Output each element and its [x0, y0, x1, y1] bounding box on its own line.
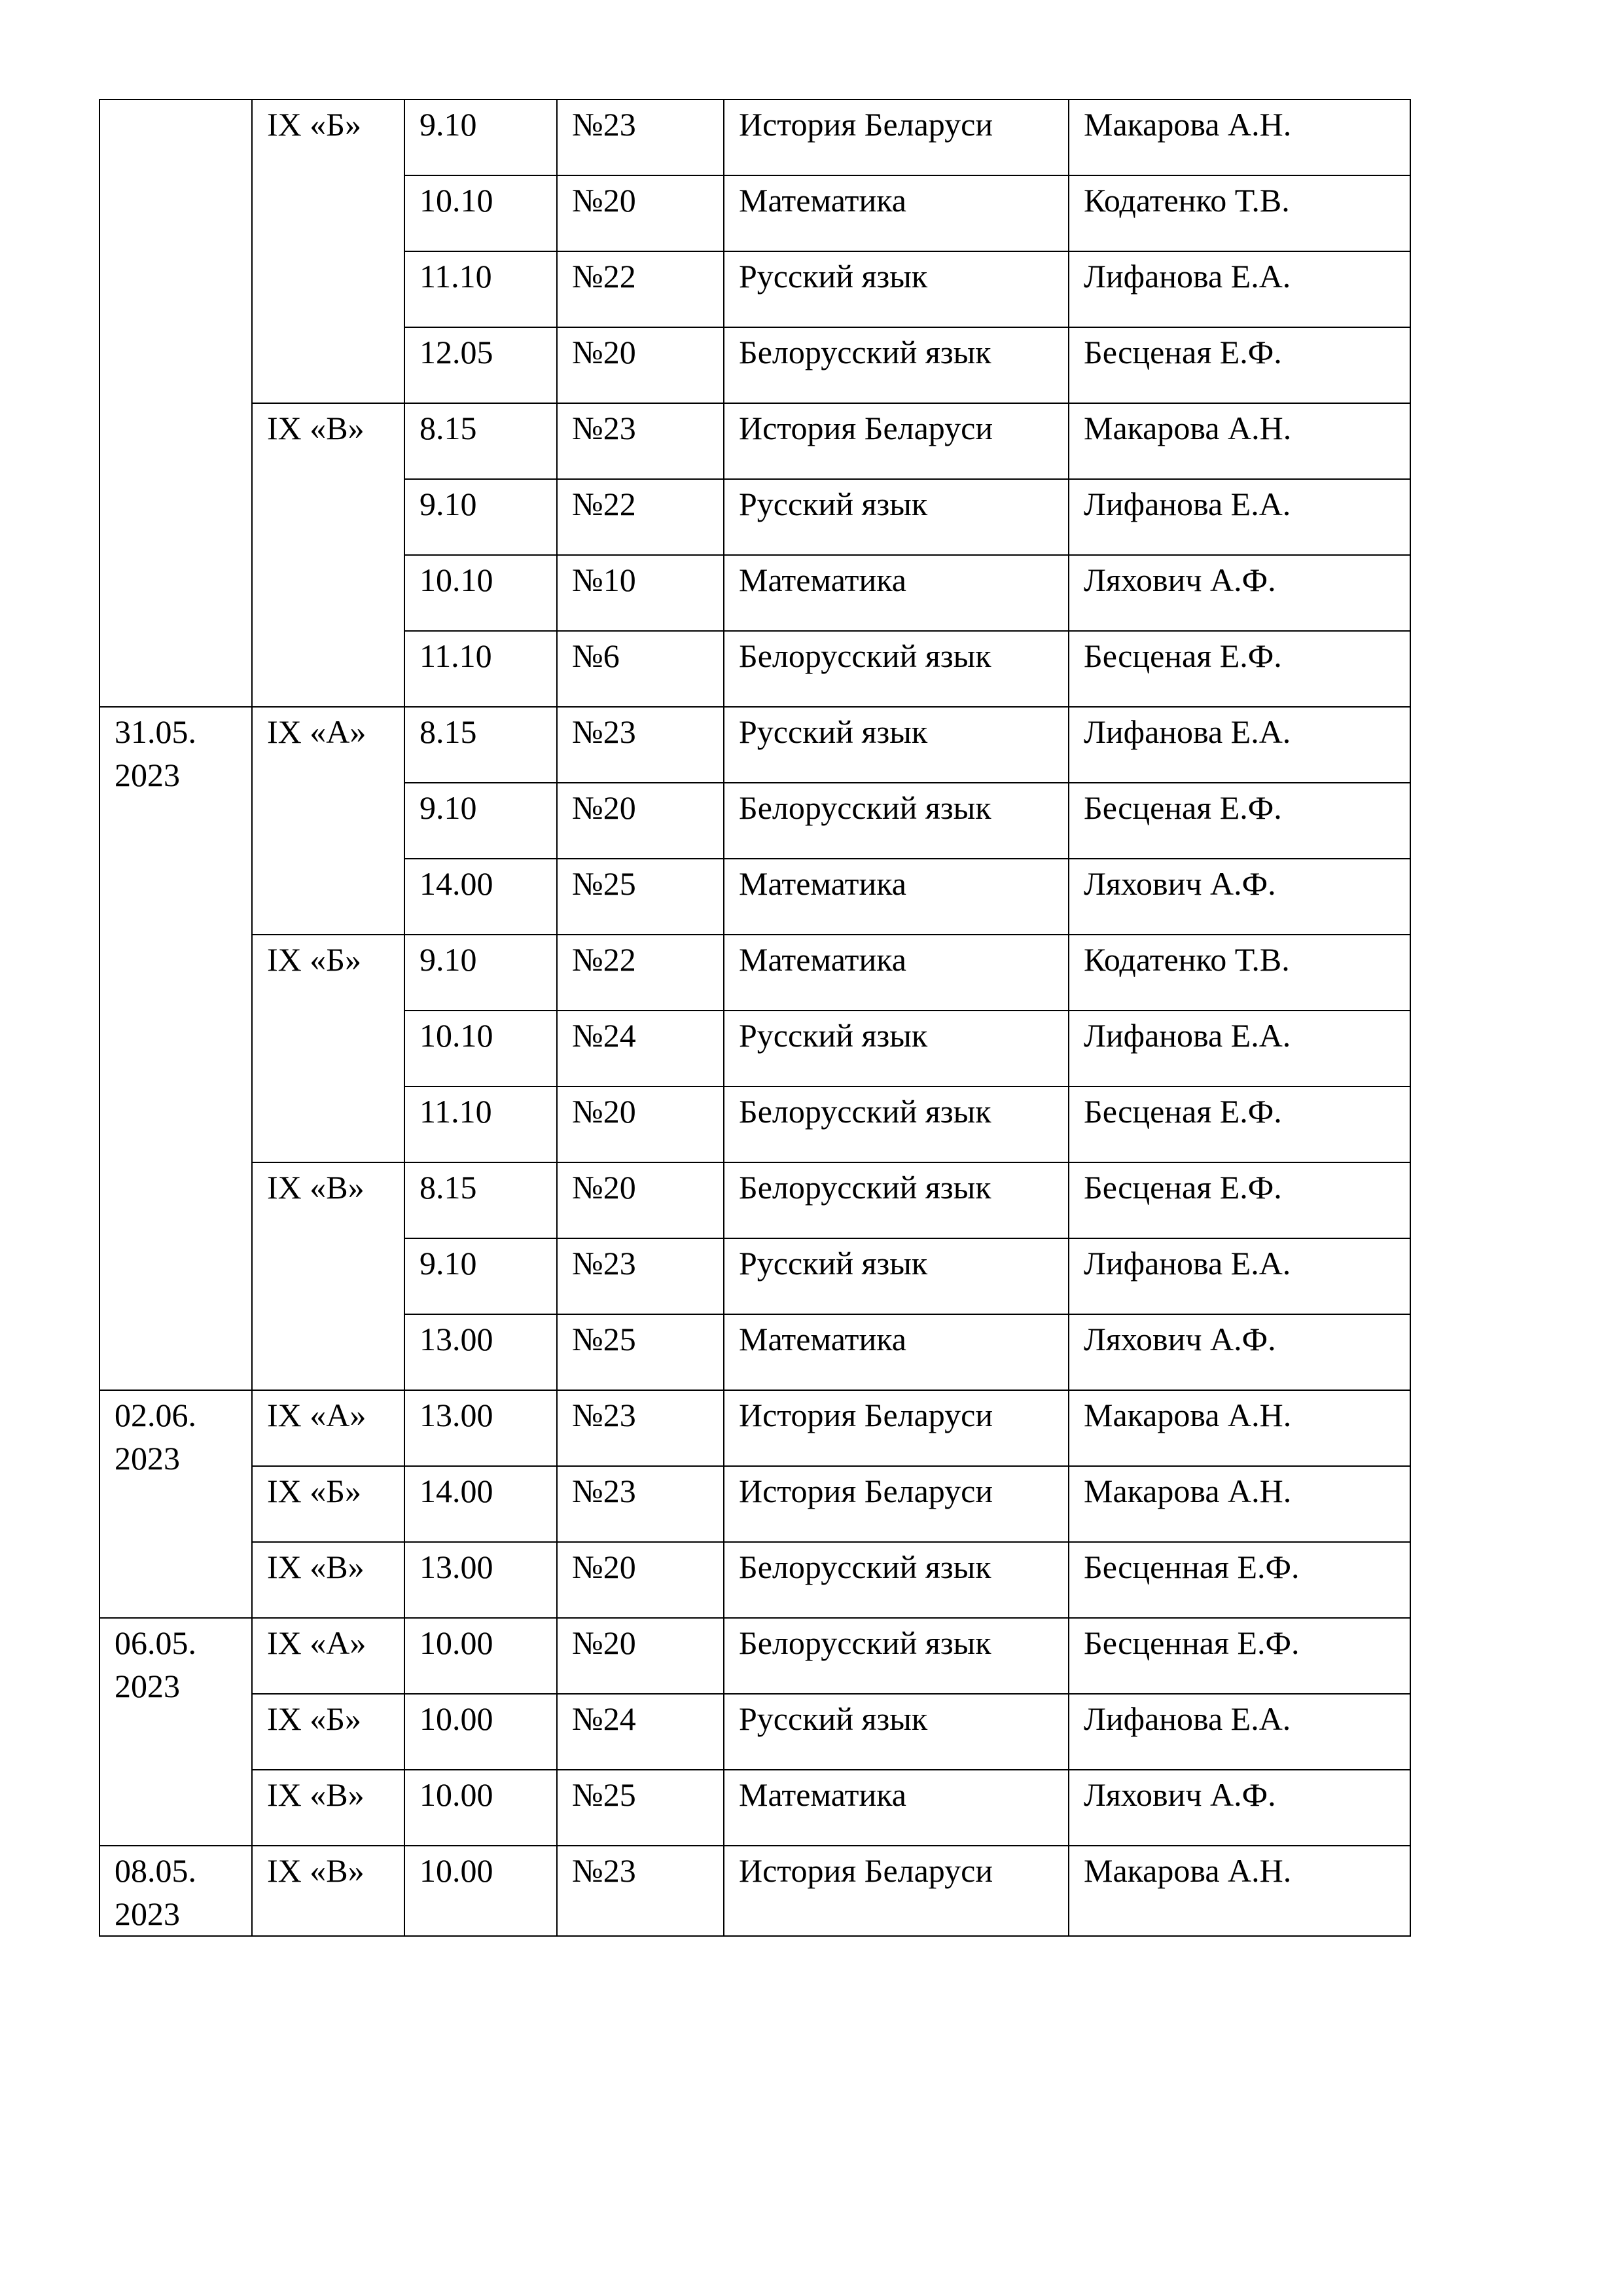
room-cell: №25 [557, 1314, 724, 1390]
time-cell: 9.10 [404, 479, 557, 555]
class-cell: IX «А» [252, 1390, 404, 1466]
class-cell: IX «В» [252, 403, 404, 707]
room-cell: №23 [557, 1846, 724, 1936]
teacher-cell: Ляхович А.Ф. [1069, 1314, 1410, 1390]
class-cell: IX «В» [252, 1162, 404, 1390]
schedule-row [99, 707, 1410, 783]
schedule-row [99, 1694, 1410, 1770]
subject-cell: Русский язык [724, 479, 1069, 555]
room-cell: №20 [557, 1162, 724, 1238]
date-year: 2023 [115, 1440, 180, 1477]
room-cell: №10 [557, 555, 724, 631]
teacher-cell: Бесценая Е.Ф. [1069, 631, 1410, 707]
time-cell: 8.15 [404, 1162, 557, 1238]
subject-cell: История Беларуси [724, 1846, 1069, 1936]
time-cell: 13.00 [404, 1542, 557, 1618]
teacher-cell: Ляхович А.Ф. [1069, 555, 1410, 631]
class-cell: IX «А» [252, 1618, 404, 1694]
subject-cell: Русский язык [724, 251, 1069, 327]
teacher-cell: Ляхович А.Ф. [1069, 859, 1410, 935]
time-cell: 9.10 [404, 783, 557, 859]
date-day-month: 06.05. [115, 1624, 196, 1661]
room-cell: №22 [557, 251, 724, 327]
teacher-cell: Бесценая Е.Ф. [1069, 327, 1410, 403]
room-cell: №23 [557, 707, 724, 783]
schedule-row [99, 1542, 1410, 1618]
room-cell: №23 [557, 99, 724, 175]
subject-cell: Белорусский язык [724, 327, 1069, 403]
date-cell [99, 1618, 252, 1846]
subject-cell: Русский язык [724, 1694, 1069, 1770]
teacher-cell: Ляхович А.Ф. [1069, 1770, 1410, 1846]
room-cell: №23 [557, 1466, 724, 1542]
time-cell: 11.10 [404, 1086, 557, 1162]
room-cell: №25 [557, 859, 724, 935]
time-cell: 9.10 [404, 1238, 557, 1314]
teacher-cell: Лифанова Е.А. [1069, 707, 1410, 783]
room-cell: №20 [557, 327, 724, 403]
date-day-month: 02.06. [115, 1397, 196, 1433]
class-cell: IX «Б» [252, 1466, 404, 1542]
schedule-body [99, 99, 1410, 1936]
teacher-cell: Макарова А.Н. [1069, 1390, 1410, 1466]
class-cell: IX «А» [252, 707, 404, 935]
teacher-cell: Бесценная Е.Ф. [1069, 1542, 1410, 1618]
teacher-cell: Бесценная Е.Ф. [1069, 1618, 1410, 1694]
class-cell: IX «Б» [252, 99, 404, 403]
room-cell: №23 [557, 1390, 724, 1466]
room-cell: №20 [557, 1086, 724, 1162]
time-cell: 10.10 [404, 175, 557, 251]
teacher-cell: Кодатенко Т.В. [1069, 935, 1410, 1011]
schedule-row [99, 403, 1410, 479]
subject-cell: Белорусский язык [724, 1542, 1069, 1618]
subject-cell: Математика [724, 1770, 1069, 1846]
schedule-row [99, 1466, 1410, 1542]
date-day-month: 08.05. [115, 1852, 196, 1889]
teacher-cell: Лифанова Е.А. [1069, 479, 1410, 555]
time-cell: 10.00 [404, 1618, 557, 1694]
subject-cell: Математика [724, 935, 1069, 1011]
subject-cell: Белорусский язык [724, 1162, 1069, 1238]
subject-cell: История Беларуси [724, 99, 1069, 175]
exam-schedule-table [99, 99, 1411, 1937]
teacher-cell: Лифанова Е.А. [1069, 1238, 1410, 1314]
date-cell [99, 707, 252, 1390]
time-cell: 10.10 [404, 1011, 557, 1086]
subject-cell: Математика [724, 175, 1069, 251]
subject-cell: Белорусский язык [724, 631, 1069, 707]
date-year: 2023 [115, 1895, 180, 1932]
time-cell: 8.15 [404, 707, 557, 783]
class-cell: IX «Б» [252, 935, 404, 1162]
subject-cell: Русский язык [724, 1238, 1069, 1314]
schedule-row [99, 1846, 1410, 1936]
subject-cell: История Беларуси [724, 1466, 1069, 1542]
time-cell: 10.00 [404, 1694, 557, 1770]
class-cell: IX «Б» [252, 1694, 404, 1770]
subject-cell: История Беларуси [724, 403, 1069, 479]
time-cell: 11.10 [404, 631, 557, 707]
schedule-row [99, 1390, 1410, 1466]
time-cell: 8.15 [404, 403, 557, 479]
teacher-cell: Кодатенко Т.В. [1069, 175, 1410, 251]
time-cell: 13.00 [404, 1390, 557, 1466]
teacher-cell: Макарова А.Н. [1069, 1466, 1410, 1542]
room-cell: №22 [557, 935, 724, 1011]
time-cell: 14.00 [404, 1466, 557, 1542]
class-cell: IX «В» [252, 1770, 404, 1846]
schedule-row [99, 99, 1410, 175]
subject-cell: Белорусский язык [724, 783, 1069, 859]
room-cell: №20 [557, 175, 724, 251]
teacher-cell: Лифанова Е.А. [1069, 251, 1410, 327]
class-cell: IX «В» [252, 1846, 404, 1936]
subject-cell: Русский язык [724, 1011, 1069, 1086]
room-cell: №25 [557, 1770, 724, 1846]
teacher-cell: Бесценая Е.Ф. [1069, 1086, 1410, 1162]
subject-cell: Математика [724, 555, 1069, 631]
schedule-row [99, 1162, 1410, 1238]
time-cell: 11.10 [404, 251, 557, 327]
date-day-month: 31.05. [115, 713, 196, 750]
subject-cell: История Беларуси [724, 1390, 1069, 1466]
time-cell: 10.10 [404, 555, 557, 631]
time-cell: 9.10 [404, 99, 557, 175]
schedule-row [99, 1770, 1410, 1846]
teacher-cell: Бесценая Е.Ф. [1069, 783, 1410, 859]
teacher-cell: Лифанова Е.А. [1069, 1694, 1410, 1770]
teacher-cell: Макарова А.Н. [1069, 403, 1410, 479]
time-cell: 9.10 [404, 935, 557, 1011]
time-cell: 10.00 [404, 1770, 557, 1846]
schedule-row [99, 1618, 1410, 1694]
date-year: 2023 [115, 757, 180, 793]
class-cell: IX «В» [252, 1542, 404, 1618]
date-year: 2023 [115, 1668, 180, 1704]
room-cell: №6 [557, 631, 724, 707]
time-cell: 12.05 [404, 327, 557, 403]
date-cell [99, 1846, 252, 1936]
subject-cell: Русский язык [724, 707, 1069, 783]
subject-cell: Математика [724, 859, 1069, 935]
room-cell: №20 [557, 1618, 724, 1694]
date-cell [99, 99, 252, 707]
room-cell: №20 [557, 783, 724, 859]
teacher-cell: Бесценая Е.Ф. [1069, 1162, 1410, 1238]
room-cell: №20 [557, 1542, 724, 1618]
teacher-cell: Макарова А.Н. [1069, 1846, 1410, 1936]
teacher-cell: Макарова А.Н. [1069, 99, 1410, 175]
time-cell: 10.00 [404, 1846, 557, 1936]
time-cell: 14.00 [404, 859, 557, 935]
schedule-row [99, 935, 1410, 1011]
date-cell [99, 1390, 252, 1618]
room-cell: №24 [557, 1011, 724, 1086]
subject-cell: Математика [724, 1314, 1069, 1390]
subject-cell: Белорусский язык [724, 1086, 1069, 1162]
subject-cell: Белорусский язык [724, 1618, 1069, 1694]
time-cell: 13.00 [404, 1314, 557, 1390]
room-cell: №23 [557, 1238, 724, 1314]
room-cell: №23 [557, 403, 724, 479]
teacher-cell: Лифанова Е.А. [1069, 1011, 1410, 1086]
room-cell: №22 [557, 479, 724, 555]
room-cell: №24 [557, 1694, 724, 1770]
